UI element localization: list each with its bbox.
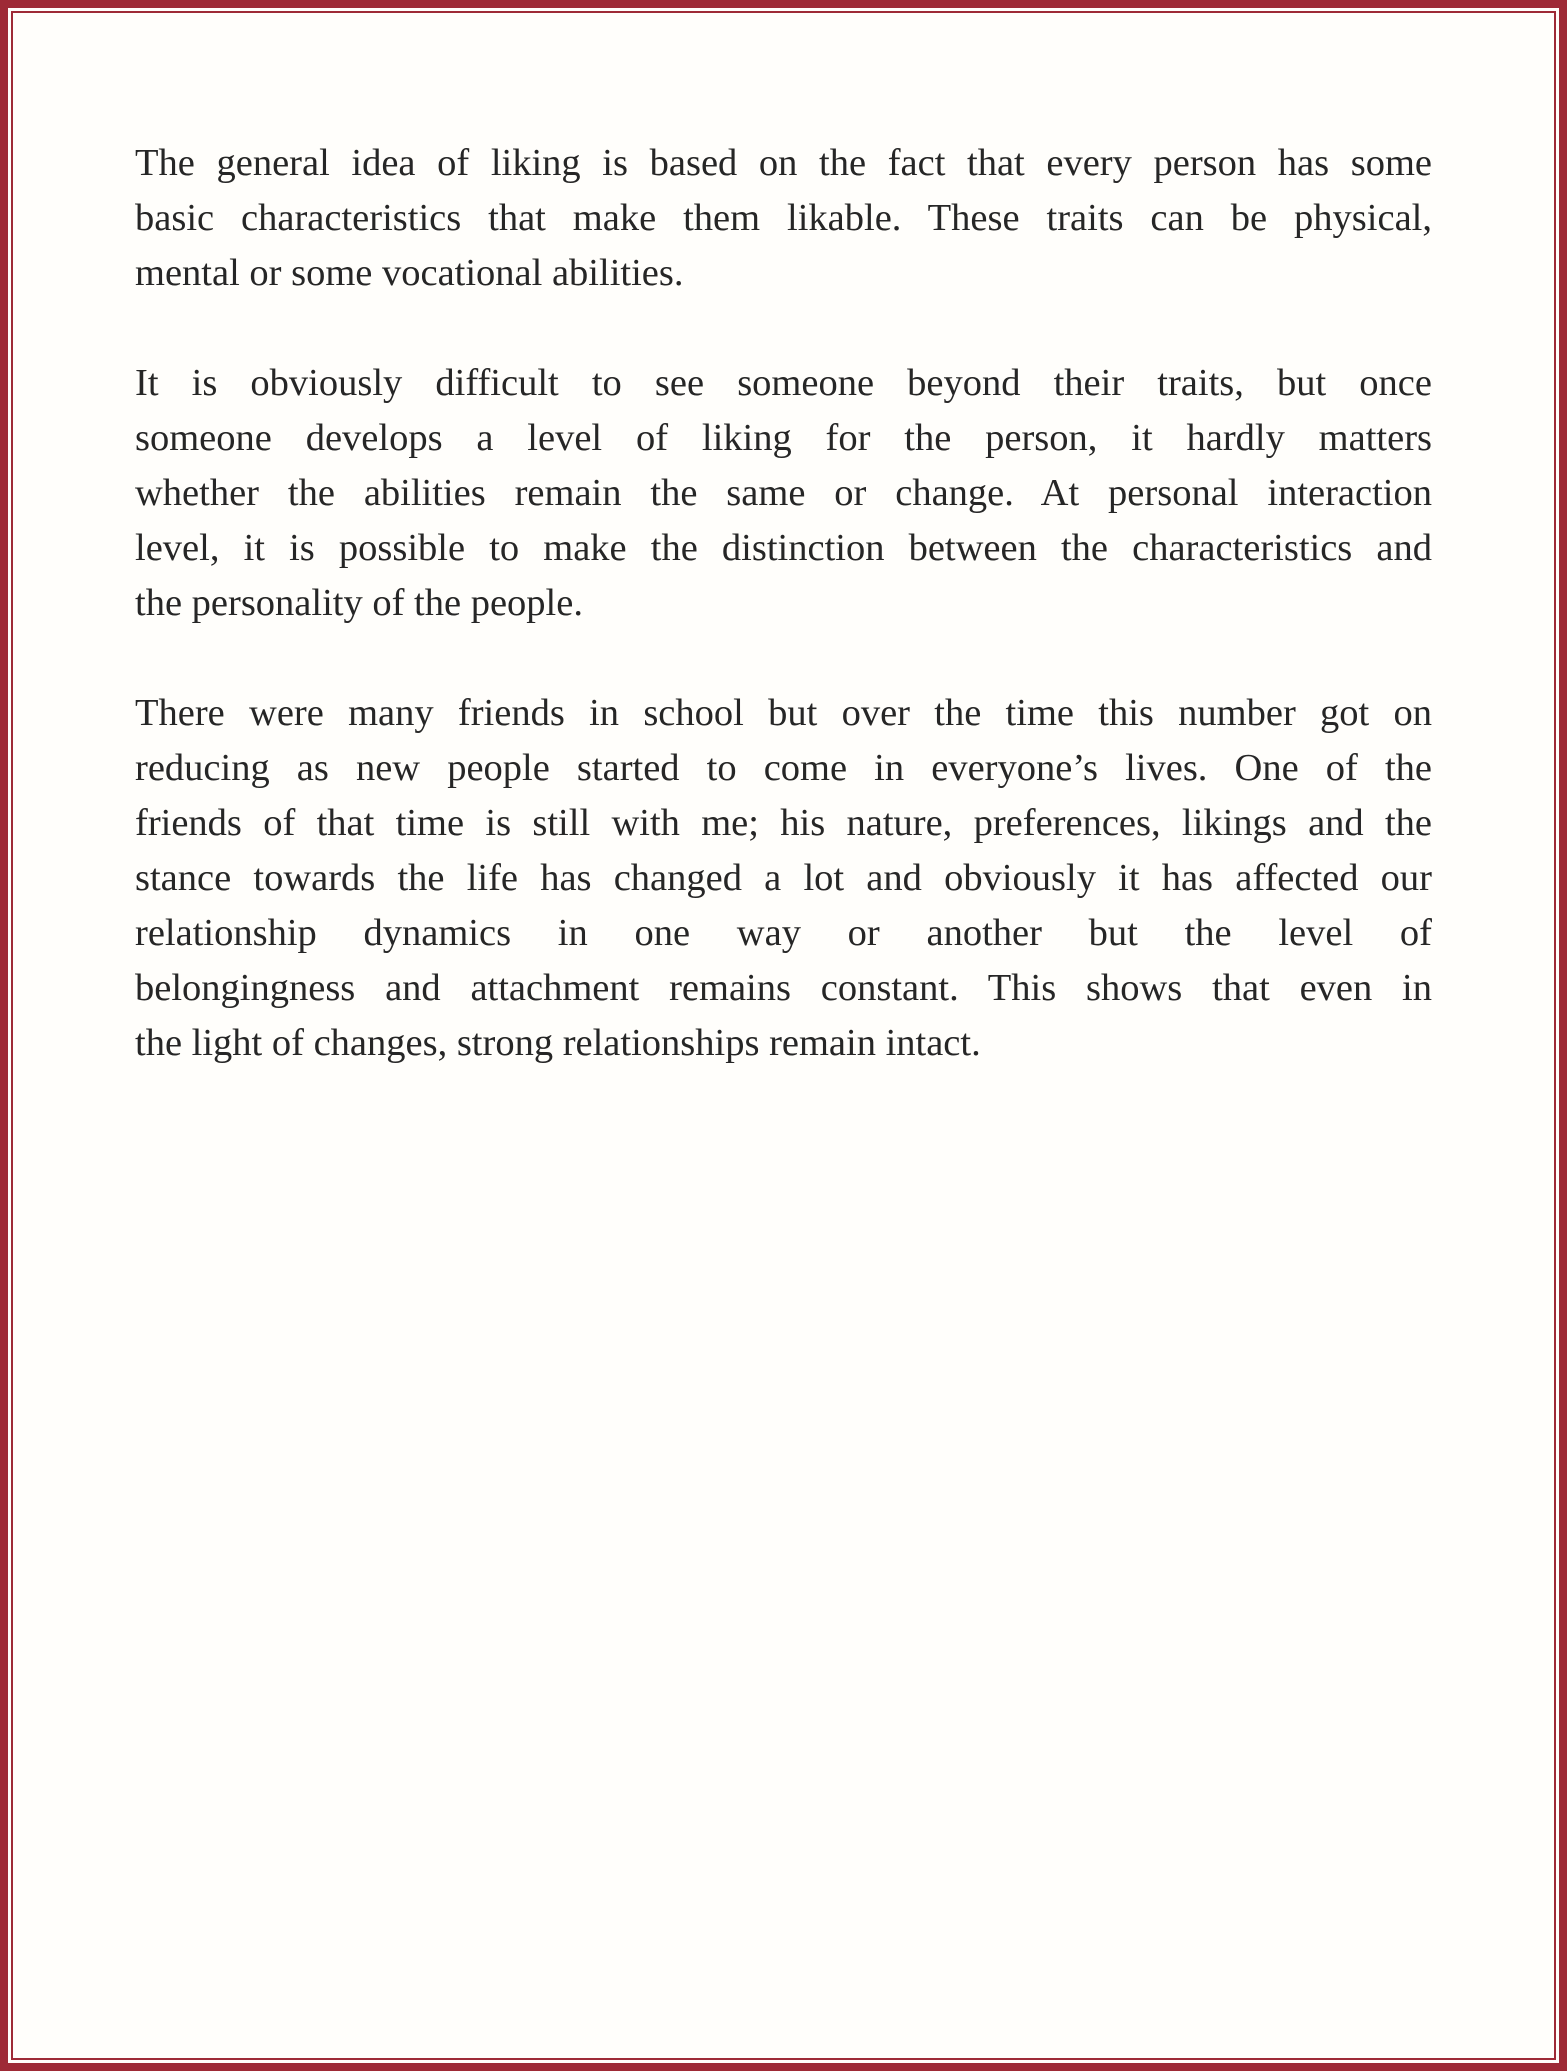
paragraph-2	[135, 356, 1432, 631]
document-body	[135, 136, 1432, 1126]
text-line: There were many friends in school but over the time this number got on	[135, 692, 1432, 734]
text-line: the light of changes, strong relationships remain intact.	[135, 1022, 981, 1064]
text-line: level, it is possible to make the distinction between the characteristics and	[135, 527, 1432, 569]
text-line: friends of that time is still with me; his nature, preferences, likings and the	[135, 802, 1432, 844]
text-line: someone develops a level of liking for the person, it hardly matters	[135, 417, 1432, 459]
text-line: It is obviously difficult to see someone beyond their traits, but once	[135, 362, 1432, 404]
text-line: reducing as new people started to come in everyone’s lives. One of the	[135, 747, 1432, 789]
text-line: relationship dynamics in one way or another but the level of	[135, 912, 1432, 954]
text-line: whether the abilities remain the same or change. At personal interaction	[135, 472, 1432, 514]
text-line: belongingness and attachment remains constant. This shows that even in	[135, 967, 1432, 1009]
paragraph-1	[135, 136, 1432, 301]
text-line: The general idea of liking is based on the fact that every person has some	[135, 142, 1432, 184]
paragraph-3	[135, 686, 1432, 1071]
text-line: stance towards the life has changed a lot and obviously it has affected our	[135, 857, 1432, 899]
text-line: the personality of the people.	[135, 582, 583, 624]
text-line: mental or some vocational abilities.	[135, 252, 684, 294]
text-line: basic characteristics that make them likable. These traits can be physical,	[135, 197, 1432, 239]
